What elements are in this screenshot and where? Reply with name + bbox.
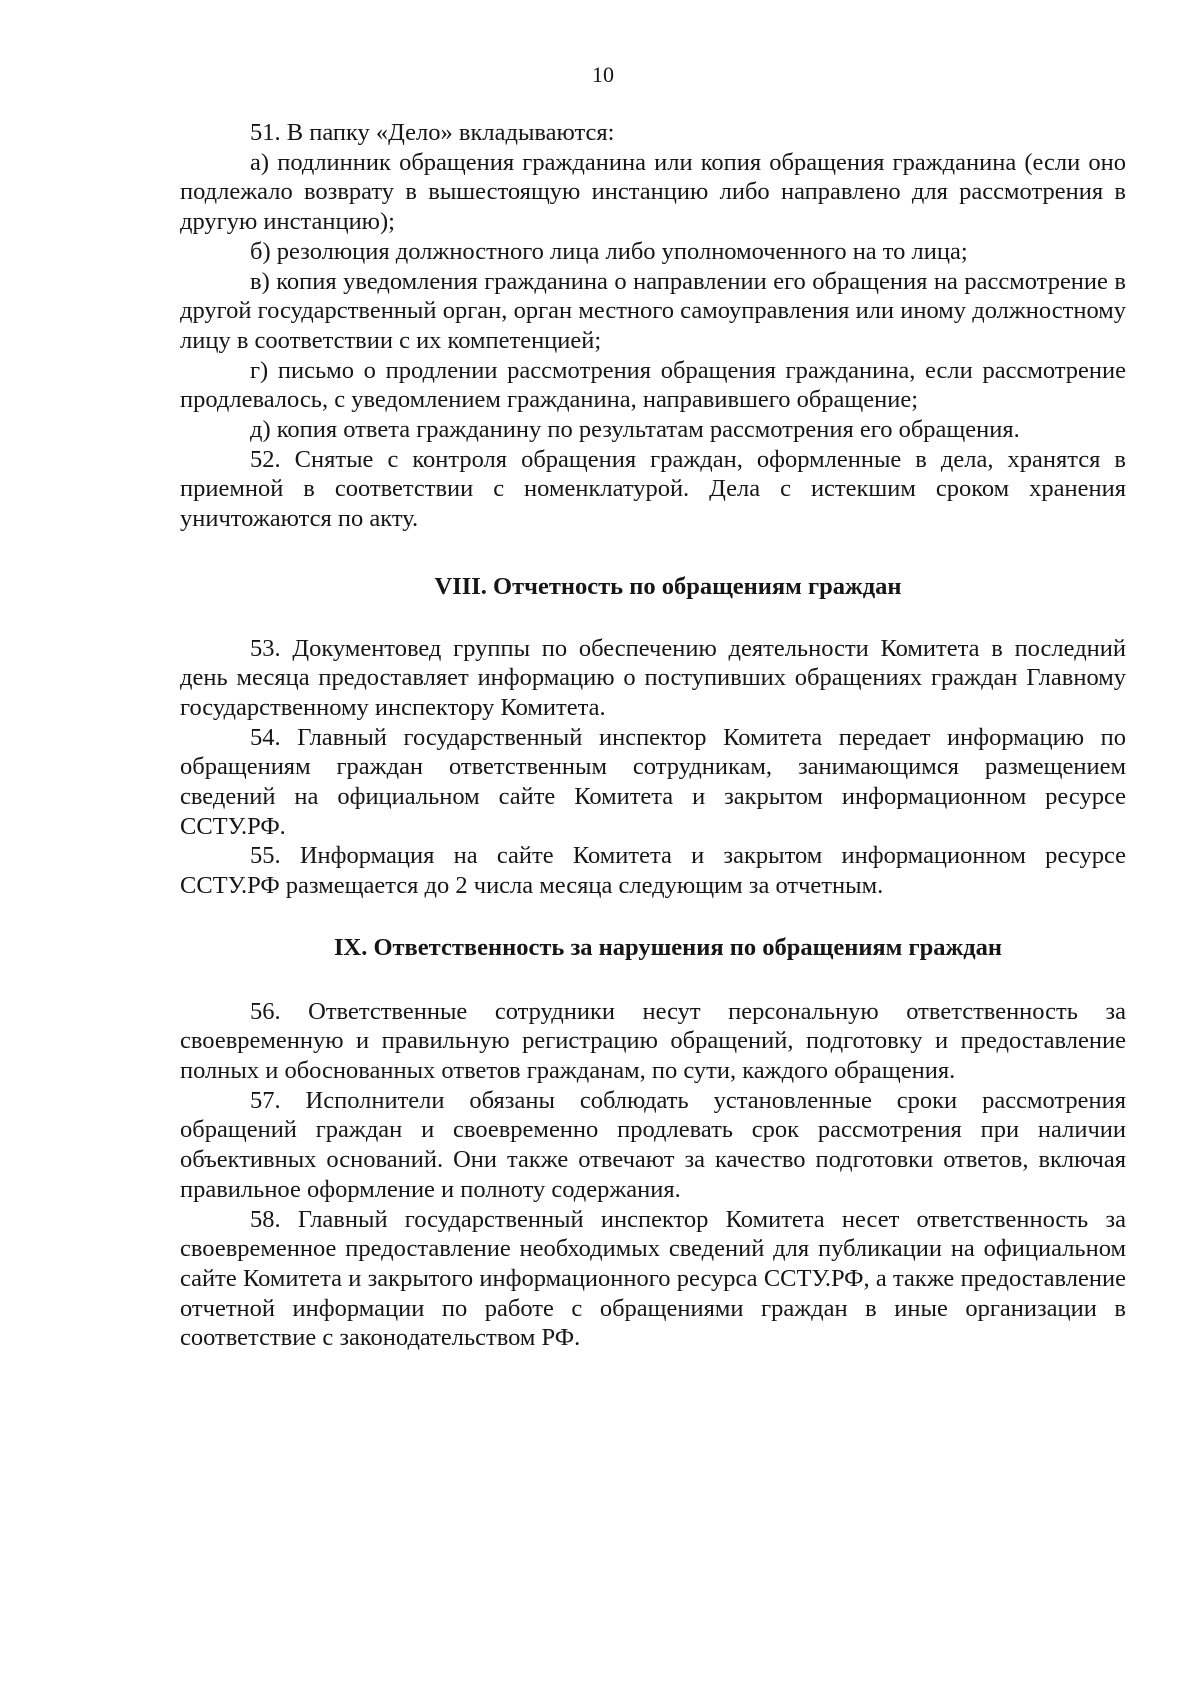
document-body [180,118,1126,1353]
paragraph-51: 51. В папку «Дело» вкладываются: [250,119,615,146]
paragraph-51-b: б) резолюция должностного лица либо уполномоченного на то лица; [250,237,968,265]
paragraph-54: 54. Главный государственный инспектор Комитета передает информацию по обращениям граждан ответственным сотрудникам, занимающимся размещением сведений на официальном сайте Комитета и закрытом информационном ресурсе ССТУ.РФ. [180,723,1126,840]
section-heading-viii: VIII. Отчетность по обращениям граждан [434,572,902,600]
paragraph-56: 56. Ответственные сотрудники несут персональную ответственность за своевременную и правильную регистрацию обращений, подготовку и предоставление полных и обоснованных ответов гражданам, по сути, каждого обращения. [180,997,1126,1084]
paragraph-51-d: д) копия ответа гражданину по результатам рассмотрения его обращения. [250,416,1020,444]
paragraph-51-g: г) письмо о продлении рассмотрения обращения гражданина, если рассмотрение продлевалось, с уведомлением гражданина, направившего обращение; [180,356,1126,414]
paragraph-57: 57. Исполнители обязаны соблюдать установленные сроки рассмотрения обращений граждан и своевременно продлевать срок рассмотрения при наличии объективных оснований. Они также отвечают за качество подготовки ответов, включая правильное оформление и полноту содержания. [180,1086,1126,1203]
page-number: 10 [592,62,614,87]
paragraph-52: 52. Снятые с контроля обращения граждан, оформленные в дела, хранятся в приемной в соответствии с номенклатурой. Дела с истекшим сроком хранения уничтожаются по акту. [180,445,1126,533]
paragraph-53: 53. Документовед группы по обеспечению деятельности Комитета в последний день месяца предоставляет информацию о поступивших обращениях граждан Главному государственному инспектору Комитета. [180,634,1126,721]
paragraph-51-a: а) подлинник обращения гражданина или копия обращения гражданина (если оно подлежало возврату в вышестоящую инстанцию либо направлено для рассмотрения в другую инстанцию); [180,148,1126,236]
paragraph-51-v: в) копия уведомления гражданина о направлении его обращения на рассмотрение в другой государственный орган, орган местного самоуправления или иному должностному лицу в соответствии с их компетенцией; [180,267,1126,354]
paragraph-58: 58. Главный государственный инспектор Комитета несет ответственность за своевременное предоставление необходимых сведений для публикации на официальном сайте Комитета и закрытого информационного ресурса ССТУ.РФ, а также предоставление отчетной информации по работе с обращениями граждан в иные организации в соответствие с законодательством РФ. [180,1205,1126,1352]
paragraph-55: 55. Информация на сайте Комитета и закрытом информационном ресурсе ССТУ.РФ размещается до 2 числа месяца следующим за отчетным. [180,842,1126,900]
section-heading-ix: IX. Ответственность за нарушения по обращениям граждан [333,933,1003,961]
